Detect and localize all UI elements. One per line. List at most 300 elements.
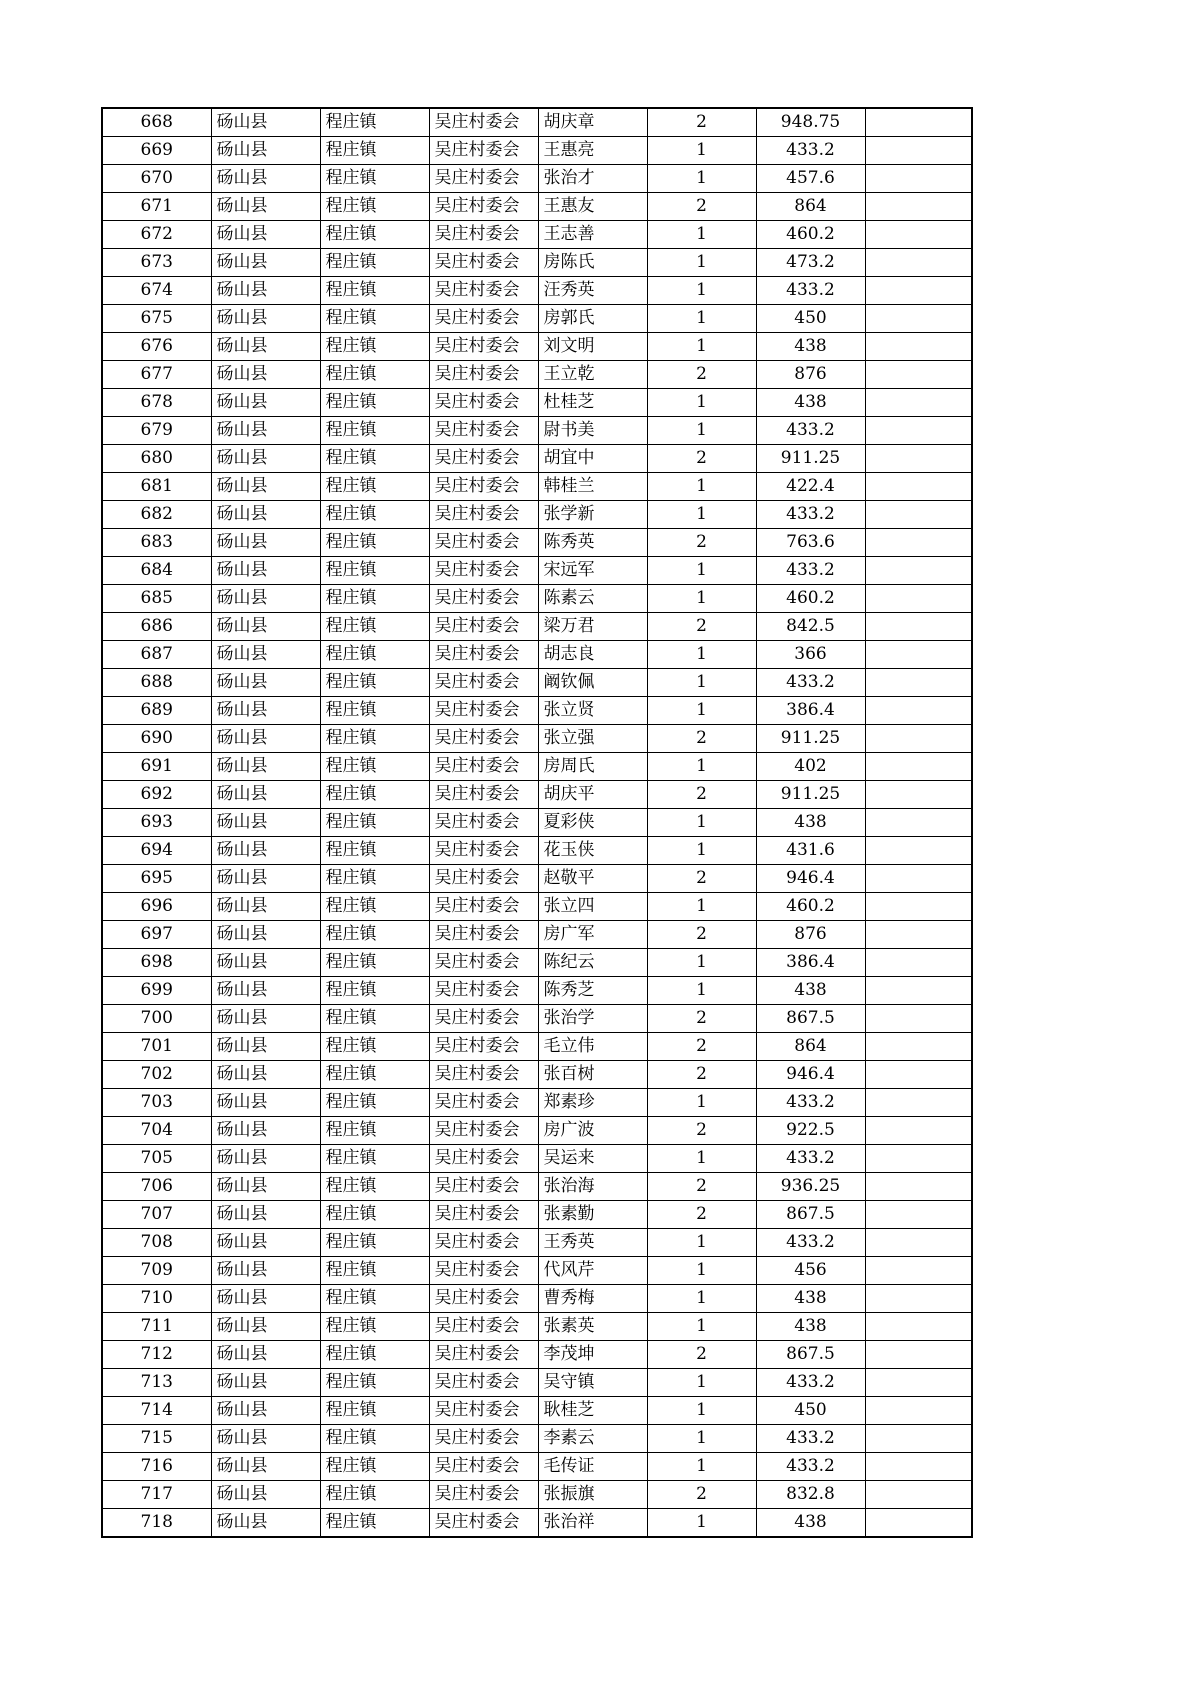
note-cell	[865, 277, 972, 305]
row-number-cell: 686	[102, 613, 211, 641]
row-number-cell: 708	[102, 1229, 211, 1257]
count-cell: 1	[647, 669, 756, 697]
amount-cell: 763.6	[756, 529, 865, 557]
county-cell: 砀山县	[211, 1481, 320, 1509]
village-cell: 吴庄村委会	[429, 1145, 538, 1173]
row-number-cell: 704	[102, 1117, 211, 1145]
table-row	[102, 193, 972, 221]
village-cell: 吴庄村委会	[429, 193, 538, 221]
village-cell: 吴庄村委会	[429, 1453, 538, 1481]
amount-cell: 438	[756, 333, 865, 361]
amount-cell: 911.25	[756, 725, 865, 753]
note-cell	[865, 1341, 972, 1369]
village-cell: 吴庄村委会	[429, 1005, 538, 1033]
county-cell: 砀山县	[211, 1089, 320, 1117]
amount-cell: 433.2	[756, 501, 865, 529]
name-cell: 张立强	[538, 725, 647, 753]
row-number-cell: 682	[102, 501, 211, 529]
note-cell	[865, 865, 972, 893]
village-cell: 吴庄村委会	[429, 165, 538, 193]
county-cell: 砀山县	[211, 1033, 320, 1061]
village-cell: 吴庄村委会	[429, 865, 538, 893]
table-row	[102, 1257, 972, 1285]
town-cell: 程庄镇	[320, 137, 429, 165]
amount-cell: 433.2	[756, 669, 865, 697]
town-cell: 程庄镇	[320, 1145, 429, 1173]
row-number-cell: 673	[102, 249, 211, 277]
amount-cell: 433.2	[756, 137, 865, 165]
county-cell: 砀山县	[211, 1005, 320, 1033]
count-cell: 2	[647, 529, 756, 557]
row-number-cell: 706	[102, 1173, 211, 1201]
count-cell: 1	[647, 249, 756, 277]
count-cell: 1	[647, 1397, 756, 1425]
town-cell: 程庄镇	[320, 1453, 429, 1481]
amount-cell: 864	[756, 1033, 865, 1061]
town-cell: 程庄镇	[320, 333, 429, 361]
name-cell: 毛立伟	[538, 1033, 647, 1061]
note-cell	[865, 529, 972, 557]
row-number-cell: 696	[102, 893, 211, 921]
village-cell: 吴庄村委会	[429, 501, 538, 529]
count-cell: 2	[647, 1005, 756, 1033]
amount-cell: 438	[756, 977, 865, 1005]
county-cell: 砀山县	[211, 837, 320, 865]
town-cell: 程庄镇	[320, 949, 429, 977]
table-row	[102, 333, 972, 361]
name-cell: 宋远军	[538, 557, 647, 585]
village-cell: 吴庄村委会	[429, 949, 538, 977]
row-number-cell: 684	[102, 557, 211, 585]
county-cell: 砀山县	[211, 809, 320, 837]
town-cell: 程庄镇	[320, 781, 429, 809]
count-cell: 1	[647, 389, 756, 417]
village-cell: 吴庄村委会	[429, 221, 538, 249]
note-cell	[865, 249, 972, 277]
village-cell: 吴庄村委会	[429, 1229, 538, 1257]
village-cell: 吴庄村委会	[429, 1341, 538, 1369]
count-cell: 1	[647, 1089, 756, 1117]
table-row	[102, 417, 972, 445]
table-row	[102, 613, 972, 641]
row-number-cell: 700	[102, 1005, 211, 1033]
name-cell: 毛传证	[538, 1453, 647, 1481]
amount-cell: 422.4	[756, 473, 865, 501]
count-cell: 2	[647, 1117, 756, 1145]
row-number-cell: 680	[102, 445, 211, 473]
town-cell: 程庄镇	[320, 837, 429, 865]
amount-cell: 433.2	[756, 1369, 865, 1397]
table-row	[102, 725, 972, 753]
amount-cell: 876	[756, 361, 865, 389]
village-cell: 吴庄村委会	[429, 417, 538, 445]
row-number-cell: 711	[102, 1313, 211, 1341]
row-number-cell: 671	[102, 193, 211, 221]
name-cell: 房广军	[538, 921, 647, 949]
count-cell: 1	[647, 333, 756, 361]
village-cell: 吴庄村委会	[429, 333, 538, 361]
village-cell: 吴庄村委会	[429, 893, 538, 921]
amount-cell: 867.5	[756, 1341, 865, 1369]
county-cell: 砀山县	[211, 613, 320, 641]
county-cell: 砀山县	[211, 417, 320, 445]
table-row	[102, 809, 972, 837]
count-cell: 1	[647, 473, 756, 501]
row-number-cell: 672	[102, 221, 211, 249]
table-row	[102, 1425, 972, 1453]
note-cell	[865, 1481, 972, 1509]
county-cell: 砀山县	[211, 221, 320, 249]
town-cell: 程庄镇	[320, 1481, 429, 1509]
row-number-cell: 693	[102, 809, 211, 837]
note-cell	[865, 1033, 972, 1061]
amount-cell: 911.25	[756, 445, 865, 473]
note-cell	[865, 1285, 972, 1313]
town-cell: 程庄镇	[320, 613, 429, 641]
note-cell	[865, 557, 972, 585]
amount-cell: 438	[756, 1509, 865, 1538]
county-cell: 砀山县	[211, 1229, 320, 1257]
name-cell: 花玉侠	[538, 837, 647, 865]
row-number-cell: 699	[102, 977, 211, 1005]
town-cell: 程庄镇	[320, 557, 429, 585]
county-cell: 砀山县	[211, 1257, 320, 1285]
amount-cell: 402	[756, 753, 865, 781]
town-cell: 程庄镇	[320, 1341, 429, 1369]
town-cell: 程庄镇	[320, 108, 429, 137]
count-cell: 1	[647, 221, 756, 249]
village-cell: 吴庄村委会	[429, 1285, 538, 1313]
village-cell: 吴庄村委会	[429, 725, 538, 753]
town-cell: 程庄镇	[320, 1089, 429, 1117]
name-cell: 王惠友	[538, 193, 647, 221]
village-cell: 吴庄村委会	[429, 249, 538, 277]
town-cell: 程庄镇	[320, 1229, 429, 1257]
table-row	[102, 781, 972, 809]
town-cell: 程庄镇	[320, 1285, 429, 1313]
name-cell: 陈秀芝	[538, 977, 647, 1005]
count-cell: 1	[647, 837, 756, 865]
amount-cell: 911.25	[756, 781, 865, 809]
name-cell: 吴守镇	[538, 1369, 647, 1397]
count-cell: 2	[647, 108, 756, 137]
name-cell: 张治祥	[538, 1509, 647, 1538]
count-cell: 1	[647, 753, 756, 781]
village-cell: 吴庄村委会	[429, 277, 538, 305]
village-cell: 吴庄村委会	[429, 753, 538, 781]
name-cell: 张百树	[538, 1061, 647, 1089]
amount-cell: 433.2	[756, 417, 865, 445]
note-cell	[865, 1201, 972, 1229]
table-row	[102, 1005, 972, 1033]
county-cell: 砀山县	[211, 445, 320, 473]
count-cell: 1	[647, 1509, 756, 1538]
county-cell: 砀山县	[211, 641, 320, 669]
row-number-cell: 709	[102, 1257, 211, 1285]
town-cell: 程庄镇	[320, 473, 429, 501]
town-cell: 程庄镇	[320, 193, 429, 221]
name-cell: 阚钦佩	[538, 669, 647, 697]
note-cell	[865, 165, 972, 193]
town-cell: 程庄镇	[320, 1369, 429, 1397]
note-cell	[865, 1089, 972, 1117]
town-cell: 程庄镇	[320, 529, 429, 557]
note-cell	[865, 137, 972, 165]
county-cell: 砀山县	[211, 108, 320, 137]
name-cell: 尉书美	[538, 417, 647, 445]
name-cell: 汪秀英	[538, 277, 647, 305]
village-cell: 吴庄村委会	[429, 1369, 538, 1397]
county-cell: 砀山县	[211, 557, 320, 585]
name-cell: 张立四	[538, 893, 647, 921]
amount-cell: 473.2	[756, 249, 865, 277]
name-cell: 李茂坤	[538, 1341, 647, 1369]
count-cell: 1	[647, 585, 756, 613]
count-cell: 1	[647, 1453, 756, 1481]
name-cell: 胡庆章	[538, 108, 647, 137]
name-cell: 赵敬平	[538, 865, 647, 893]
note-cell	[865, 697, 972, 725]
note-cell	[865, 305, 972, 333]
village-cell: 吴庄村委会	[429, 473, 538, 501]
row-number-cell: 689	[102, 697, 211, 725]
village-cell: 吴庄村委会	[429, 697, 538, 725]
name-cell: 房广波	[538, 1117, 647, 1145]
town-cell: 程庄镇	[320, 1397, 429, 1425]
count-cell: 1	[647, 1229, 756, 1257]
row-number-cell: 690	[102, 725, 211, 753]
table-row	[102, 921, 972, 949]
table-row	[102, 361, 972, 389]
row-number-cell: 676	[102, 333, 211, 361]
town-cell: 程庄镇	[320, 277, 429, 305]
village-cell: 吴庄村委会	[429, 557, 538, 585]
name-cell: 张素英	[538, 1313, 647, 1341]
count-cell: 1	[647, 893, 756, 921]
name-cell: 夏彩侠	[538, 809, 647, 837]
amount-cell: 438	[756, 1285, 865, 1313]
table-row	[102, 585, 972, 613]
name-cell: 王志善	[538, 221, 647, 249]
county-cell: 砀山县	[211, 1173, 320, 1201]
table-row	[102, 445, 972, 473]
village-cell: 吴庄村委会	[429, 445, 538, 473]
table-row	[102, 389, 972, 417]
note-cell	[865, 809, 972, 837]
town-cell: 程庄镇	[320, 641, 429, 669]
town-cell: 程庄镇	[320, 697, 429, 725]
name-cell: 曹秀梅	[538, 1285, 647, 1313]
name-cell: 刘文明	[538, 333, 647, 361]
name-cell: 王秀英	[538, 1229, 647, 1257]
village-cell: 吴庄村委会	[429, 809, 538, 837]
town-cell: 程庄镇	[320, 305, 429, 333]
town-cell: 程庄镇	[320, 1173, 429, 1201]
name-cell: 胡志良	[538, 641, 647, 669]
note-cell	[865, 1005, 972, 1033]
amount-cell: 922.5	[756, 1117, 865, 1145]
county-cell: 砀山县	[211, 1285, 320, 1313]
count-cell: 2	[647, 921, 756, 949]
count-cell: 2	[647, 1341, 756, 1369]
row-number-cell: 715	[102, 1425, 211, 1453]
amount-cell: 936.25	[756, 1173, 865, 1201]
count-cell: 1	[647, 697, 756, 725]
amount-cell: 433.2	[756, 1453, 865, 1481]
town-cell: 程庄镇	[320, 1509, 429, 1538]
name-cell: 陈素云	[538, 585, 647, 613]
amount-cell: 433.2	[756, 1089, 865, 1117]
table-row	[102, 1341, 972, 1369]
county-cell: 砀山县	[211, 1201, 320, 1229]
note-cell	[865, 949, 972, 977]
note-cell	[865, 725, 972, 753]
note-cell	[865, 753, 972, 781]
county-cell: 砀山县	[211, 501, 320, 529]
row-number-cell: 694	[102, 837, 211, 865]
count-cell: 1	[647, 165, 756, 193]
town-cell: 程庄镇	[320, 165, 429, 193]
row-number-cell: 679	[102, 417, 211, 445]
county-cell: 砀山县	[211, 585, 320, 613]
town-cell: 程庄镇	[320, 1005, 429, 1033]
table-row	[102, 865, 972, 893]
county-cell: 砀山县	[211, 277, 320, 305]
town-cell: 程庄镇	[320, 1425, 429, 1453]
village-cell: 吴庄村委会	[429, 669, 538, 697]
count-cell: 2	[647, 725, 756, 753]
village-cell: 吴庄村委会	[429, 837, 538, 865]
amount-cell: 438	[756, 389, 865, 417]
note-cell	[865, 501, 972, 529]
name-cell: 梁万君	[538, 613, 647, 641]
county-cell: 砀山县	[211, 1313, 320, 1341]
count-cell: 2	[647, 361, 756, 389]
count-cell: 2	[647, 1201, 756, 1229]
name-cell: 杜桂芝	[538, 389, 647, 417]
table-row	[102, 893, 972, 921]
row-number-cell: 702	[102, 1061, 211, 1089]
village-cell: 吴庄村委会	[429, 1117, 538, 1145]
table-row	[102, 557, 972, 585]
count-cell: 1	[647, 1313, 756, 1341]
amount-cell: 457.6	[756, 165, 865, 193]
name-cell: 李素云	[538, 1425, 647, 1453]
row-number-cell: 688	[102, 669, 211, 697]
table-row	[102, 1369, 972, 1397]
table-body	[102, 108, 972, 1537]
count-cell: 2	[647, 781, 756, 809]
row-number-cell: 677	[102, 361, 211, 389]
row-number-cell: 703	[102, 1089, 211, 1117]
note-cell	[865, 108, 972, 137]
village-cell: 吴庄村委会	[429, 1201, 538, 1229]
note-cell	[865, 1313, 972, 1341]
table-row	[102, 1145, 972, 1173]
note-cell	[865, 1061, 972, 1089]
amount-cell: 867.5	[756, 1005, 865, 1033]
county-cell: 砀山县	[211, 753, 320, 781]
amount-cell: 456	[756, 1257, 865, 1285]
name-cell: 张治海	[538, 1173, 647, 1201]
town-cell: 程庄镇	[320, 249, 429, 277]
amount-cell: 433.2	[756, 277, 865, 305]
count-cell: 2	[647, 445, 756, 473]
table-row	[102, 753, 972, 781]
county-cell: 砀山县	[211, 669, 320, 697]
amount-cell: 431.6	[756, 837, 865, 865]
village-cell: 吴庄村委会	[429, 1089, 538, 1117]
county-cell: 砀山县	[211, 1453, 320, 1481]
county-cell: 砀山县	[211, 361, 320, 389]
row-number-cell: 707	[102, 1201, 211, 1229]
town-cell: 程庄镇	[320, 921, 429, 949]
table-row	[102, 221, 972, 249]
amount-cell: 842.5	[756, 613, 865, 641]
name-cell: 耿桂芝	[538, 1397, 647, 1425]
count-cell: 2	[647, 865, 756, 893]
county-cell: 砀山县	[211, 1425, 320, 1453]
village-cell: 吴庄村委会	[429, 305, 538, 333]
note-cell	[865, 333, 972, 361]
table-row	[102, 277, 972, 305]
count-cell: 1	[647, 1145, 756, 1173]
name-cell: 韩桂兰	[538, 473, 647, 501]
note-cell	[865, 781, 972, 809]
row-number-cell: 713	[102, 1369, 211, 1397]
village-cell: 吴庄村委会	[429, 108, 538, 137]
count-cell: 1	[647, 1369, 756, 1397]
note-cell	[865, 893, 972, 921]
name-cell: 张治才	[538, 165, 647, 193]
count-cell: 2	[647, 193, 756, 221]
county-cell: 砀山县	[211, 1341, 320, 1369]
village-cell: 吴庄村委会	[429, 137, 538, 165]
name-cell: 王立乾	[538, 361, 647, 389]
name-cell: 房陈氏	[538, 249, 647, 277]
row-number-cell: 675	[102, 305, 211, 333]
town-cell: 程庄镇	[320, 809, 429, 837]
village-cell: 吴庄村委会	[429, 1313, 538, 1341]
note-cell	[865, 613, 972, 641]
amount-cell: 433.2	[756, 1145, 865, 1173]
note-cell	[865, 837, 972, 865]
name-cell: 吴运来	[538, 1145, 647, 1173]
town-cell: 程庄镇	[320, 1117, 429, 1145]
row-number-cell: 683	[102, 529, 211, 557]
county-cell: 砀山县	[211, 977, 320, 1005]
county-cell: 砀山县	[211, 333, 320, 361]
table-row	[102, 1313, 972, 1341]
note-cell	[865, 1229, 972, 1257]
name-cell: 代风芹	[538, 1257, 647, 1285]
county-cell: 砀山县	[211, 193, 320, 221]
note-cell	[865, 977, 972, 1005]
note-cell	[865, 1369, 972, 1397]
note-cell	[865, 1425, 972, 1453]
town-cell: 程庄镇	[320, 389, 429, 417]
note-cell	[865, 193, 972, 221]
amount-cell: 433.2	[756, 1229, 865, 1257]
table-row	[102, 1509, 972, 1538]
village-cell: 吴庄村委会	[429, 361, 538, 389]
county-cell: 砀山县	[211, 697, 320, 725]
amount-cell: 450	[756, 305, 865, 333]
table-row	[102, 1201, 972, 1229]
row-number-cell: 692	[102, 781, 211, 809]
note-cell	[865, 1509, 972, 1538]
row-number-cell: 705	[102, 1145, 211, 1173]
